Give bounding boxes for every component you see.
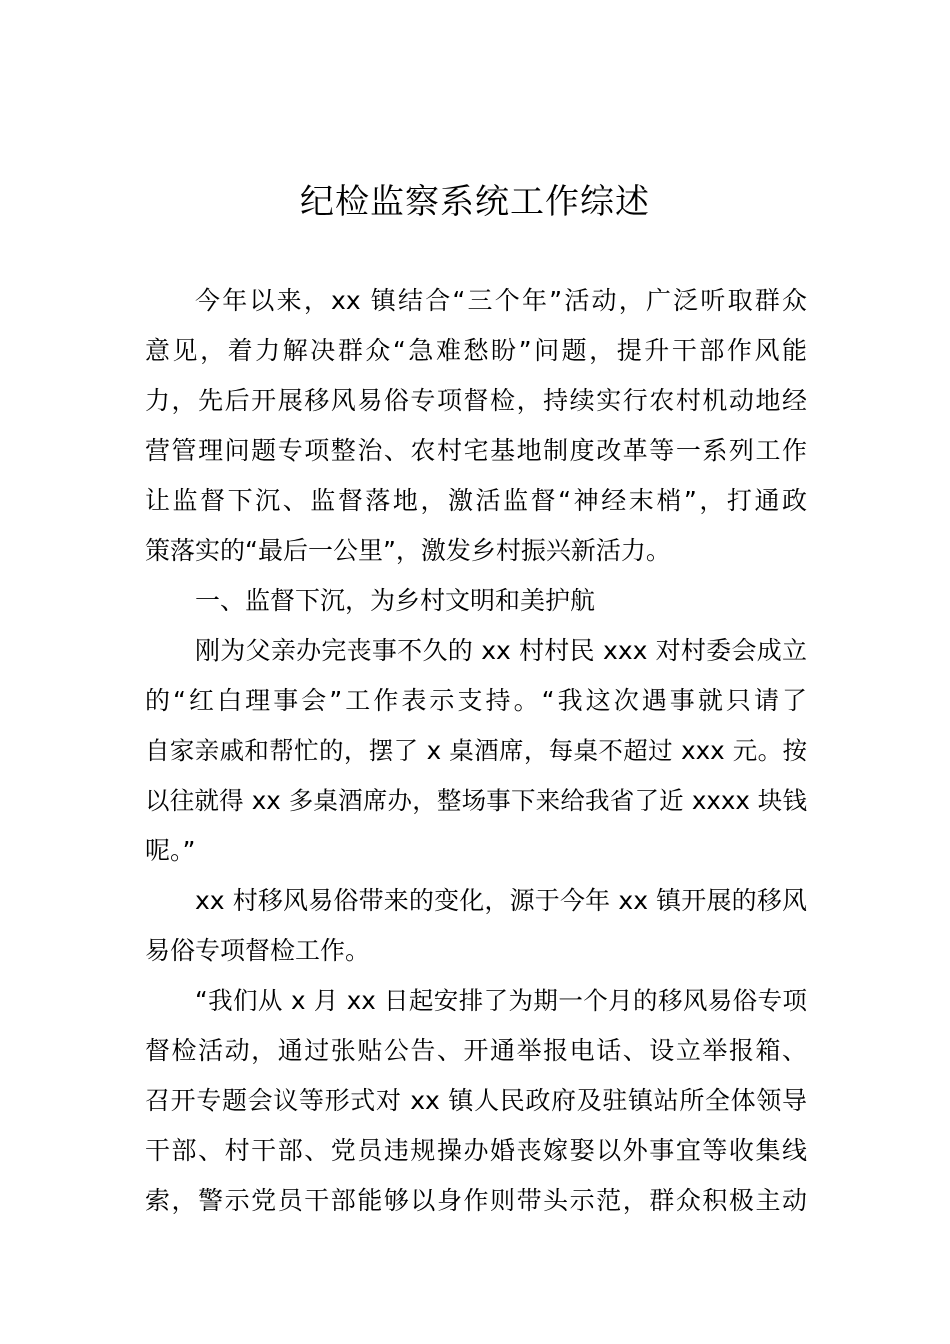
body-line: 的“红白理事会”工作表示支持。“我这次遇事就只请了 (145, 686, 807, 715)
body-line: 刚为父亲办完丧事不久的 xx 村村民 xxx 对村委会成立 (195, 636, 807, 665)
body-line: 召开专题会议等形式对 xx 镇人民政府及驻镇站所全体领导 (145, 1086, 807, 1115)
body-line: 力，先后开展移风易俗专项督检，持续实行农村机动地经 (145, 386, 807, 415)
body-line: “我们从 x 月 xx 日起安排了为期一个月的移风易俗专项 (195, 986, 807, 1015)
body-line: 干部、村干部、党员违规操办婚丧嫁娶以外事宜等收集线 (145, 1136, 807, 1165)
body-line: 自家亲戚和帮忙的，摆了 x 桌酒席，每桌不超过 xxx 元。按 (145, 736, 807, 765)
body-line: 督检活动，通过张贴公告、开通举报电话、设立举报箱、 (145, 1036, 807, 1065)
body-line: 策落实的“最后一公里”，激发乡村振兴新活力。 (145, 536, 671, 565)
body-line: 意见，着力解决群众“急难愁盼”问题，提升干部作风能 (145, 336, 807, 365)
body-line: 让监督下沉、监督落地，激活监督“神经末梢”，打通政 (145, 486, 807, 515)
body-line: 营管理问题专项整治、农村宅基地制度改革等一系列工作 (145, 436, 807, 465)
body-line: 一、监督下沉，为乡村文明和美护航 (195, 586, 596, 615)
document-body (145, 276, 807, 1226)
body-line: 呢。” (145, 836, 196, 865)
body-line: xx 村移风易俗带来的变化，源于今年 xx 镇开展的移风 (195, 886, 807, 915)
body-line: 今年以来，xx 镇结合“三个年”活动，广泛听取群众 (195, 286, 807, 315)
document-title: 纪检监察系统工作综述 (300, 182, 650, 222)
body-line: 以往就得 xx 多桌酒席办，整场事下来给我省了近 xxxx 块钱 (145, 786, 807, 815)
body-line: 易俗专项督检工作。 (145, 936, 371, 965)
body-line: 索，警示党员干部能够以身作则带头示范，群众积极主动 (145, 1186, 807, 1215)
